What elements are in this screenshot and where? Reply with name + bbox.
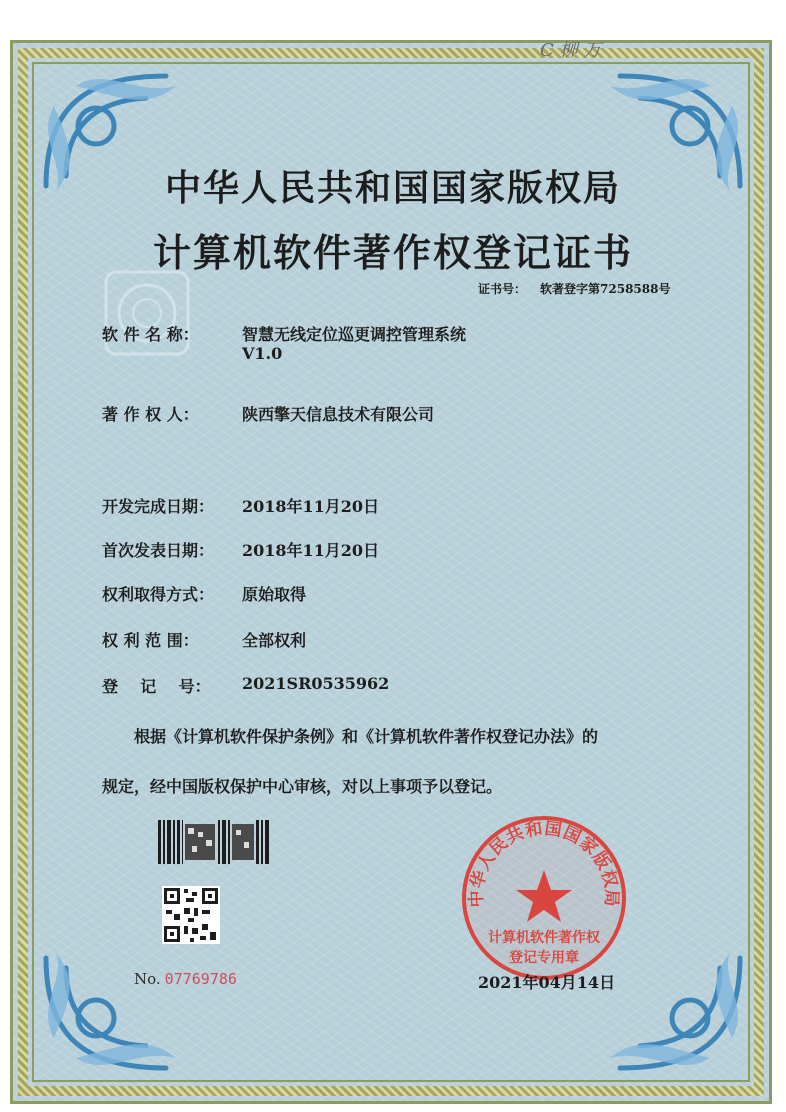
field-value-version: V1.0: [242, 344, 283, 363]
inner-frame: [32, 62, 750, 1082]
field-copyright-owner: [102, 402, 435, 425]
field-label: 软 件 名 称：: [102, 325, 199, 344]
field-software-name: [102, 322, 467, 363]
field-value: 2018年11月20日: [242, 541, 380, 560]
statement-line-1: 根据《计算机软件保护条例》和《计算机软件著作权登记办法》的: [134, 727, 599, 746]
field-label: 首次发表日期：: [102, 541, 215, 560]
serial-value: 07769786: [164, 970, 237, 988]
qr-code-icon: [162, 886, 220, 944]
field-label: 权利取得方式：: [102, 585, 215, 604]
field-value: 2018年11月20日: [242, 497, 380, 516]
seal-center-line-1: 计算机软件著作权: [488, 930, 600, 946]
field-label: 登 记 号：: [102, 677, 211, 696]
field-value: 智慧无线定位巡更调控管理系统: [242, 325, 467, 344]
statement-line-2: 规定，经中国版权保护中心审核，对以上事项予以登记。: [102, 777, 503, 796]
serial-number: [134, 970, 237, 988]
field-value: 2021SR0535962: [242, 674, 390, 693]
field-label: 开发完成日期：: [102, 497, 215, 516]
field-rights-scope: [102, 628, 307, 651]
field-value: 原始取得: [242, 585, 307, 604]
field-value: 陕西擎天信息技术有限公司: [242, 405, 435, 424]
certificate-number: [478, 280, 684, 297]
barcode-icon: [158, 820, 270, 864]
field-development-date: [102, 494, 380, 517]
field-label: 权 利 范 围：: [102, 631, 199, 650]
issue-date: 2021年04月14日: [478, 973, 616, 992]
certificate-number-value: 软著登字第7258588号: [540, 282, 671, 296]
corner-ornament-bottom-left: [36, 948, 196, 1078]
field-registration-number: [102, 674, 390, 697]
official-seal: [458, 812, 630, 984]
field-acquisition-method: [102, 582, 307, 605]
field-publication-date: [102, 538, 380, 561]
field-label: 著 作 权 人：: [102, 405, 199, 424]
certificate-title: 计算机软件著作权登记证书: [152, 230, 633, 275]
issuing-authority: 中华人民共和国国家版权局: [164, 167, 621, 209]
seal-center-line-2: 登记专用章: [509, 950, 579, 966]
serial-prefix: No.: [134, 970, 161, 988]
seal-ring-text: 中华人民共和国国家版权局: [466, 818, 622, 908]
certificate-number-label: 证书号：: [478, 282, 527, 296]
field-value: 全部权利: [242, 631, 307, 650]
handwritten-note: C 柳 万: [540, 40, 602, 61]
